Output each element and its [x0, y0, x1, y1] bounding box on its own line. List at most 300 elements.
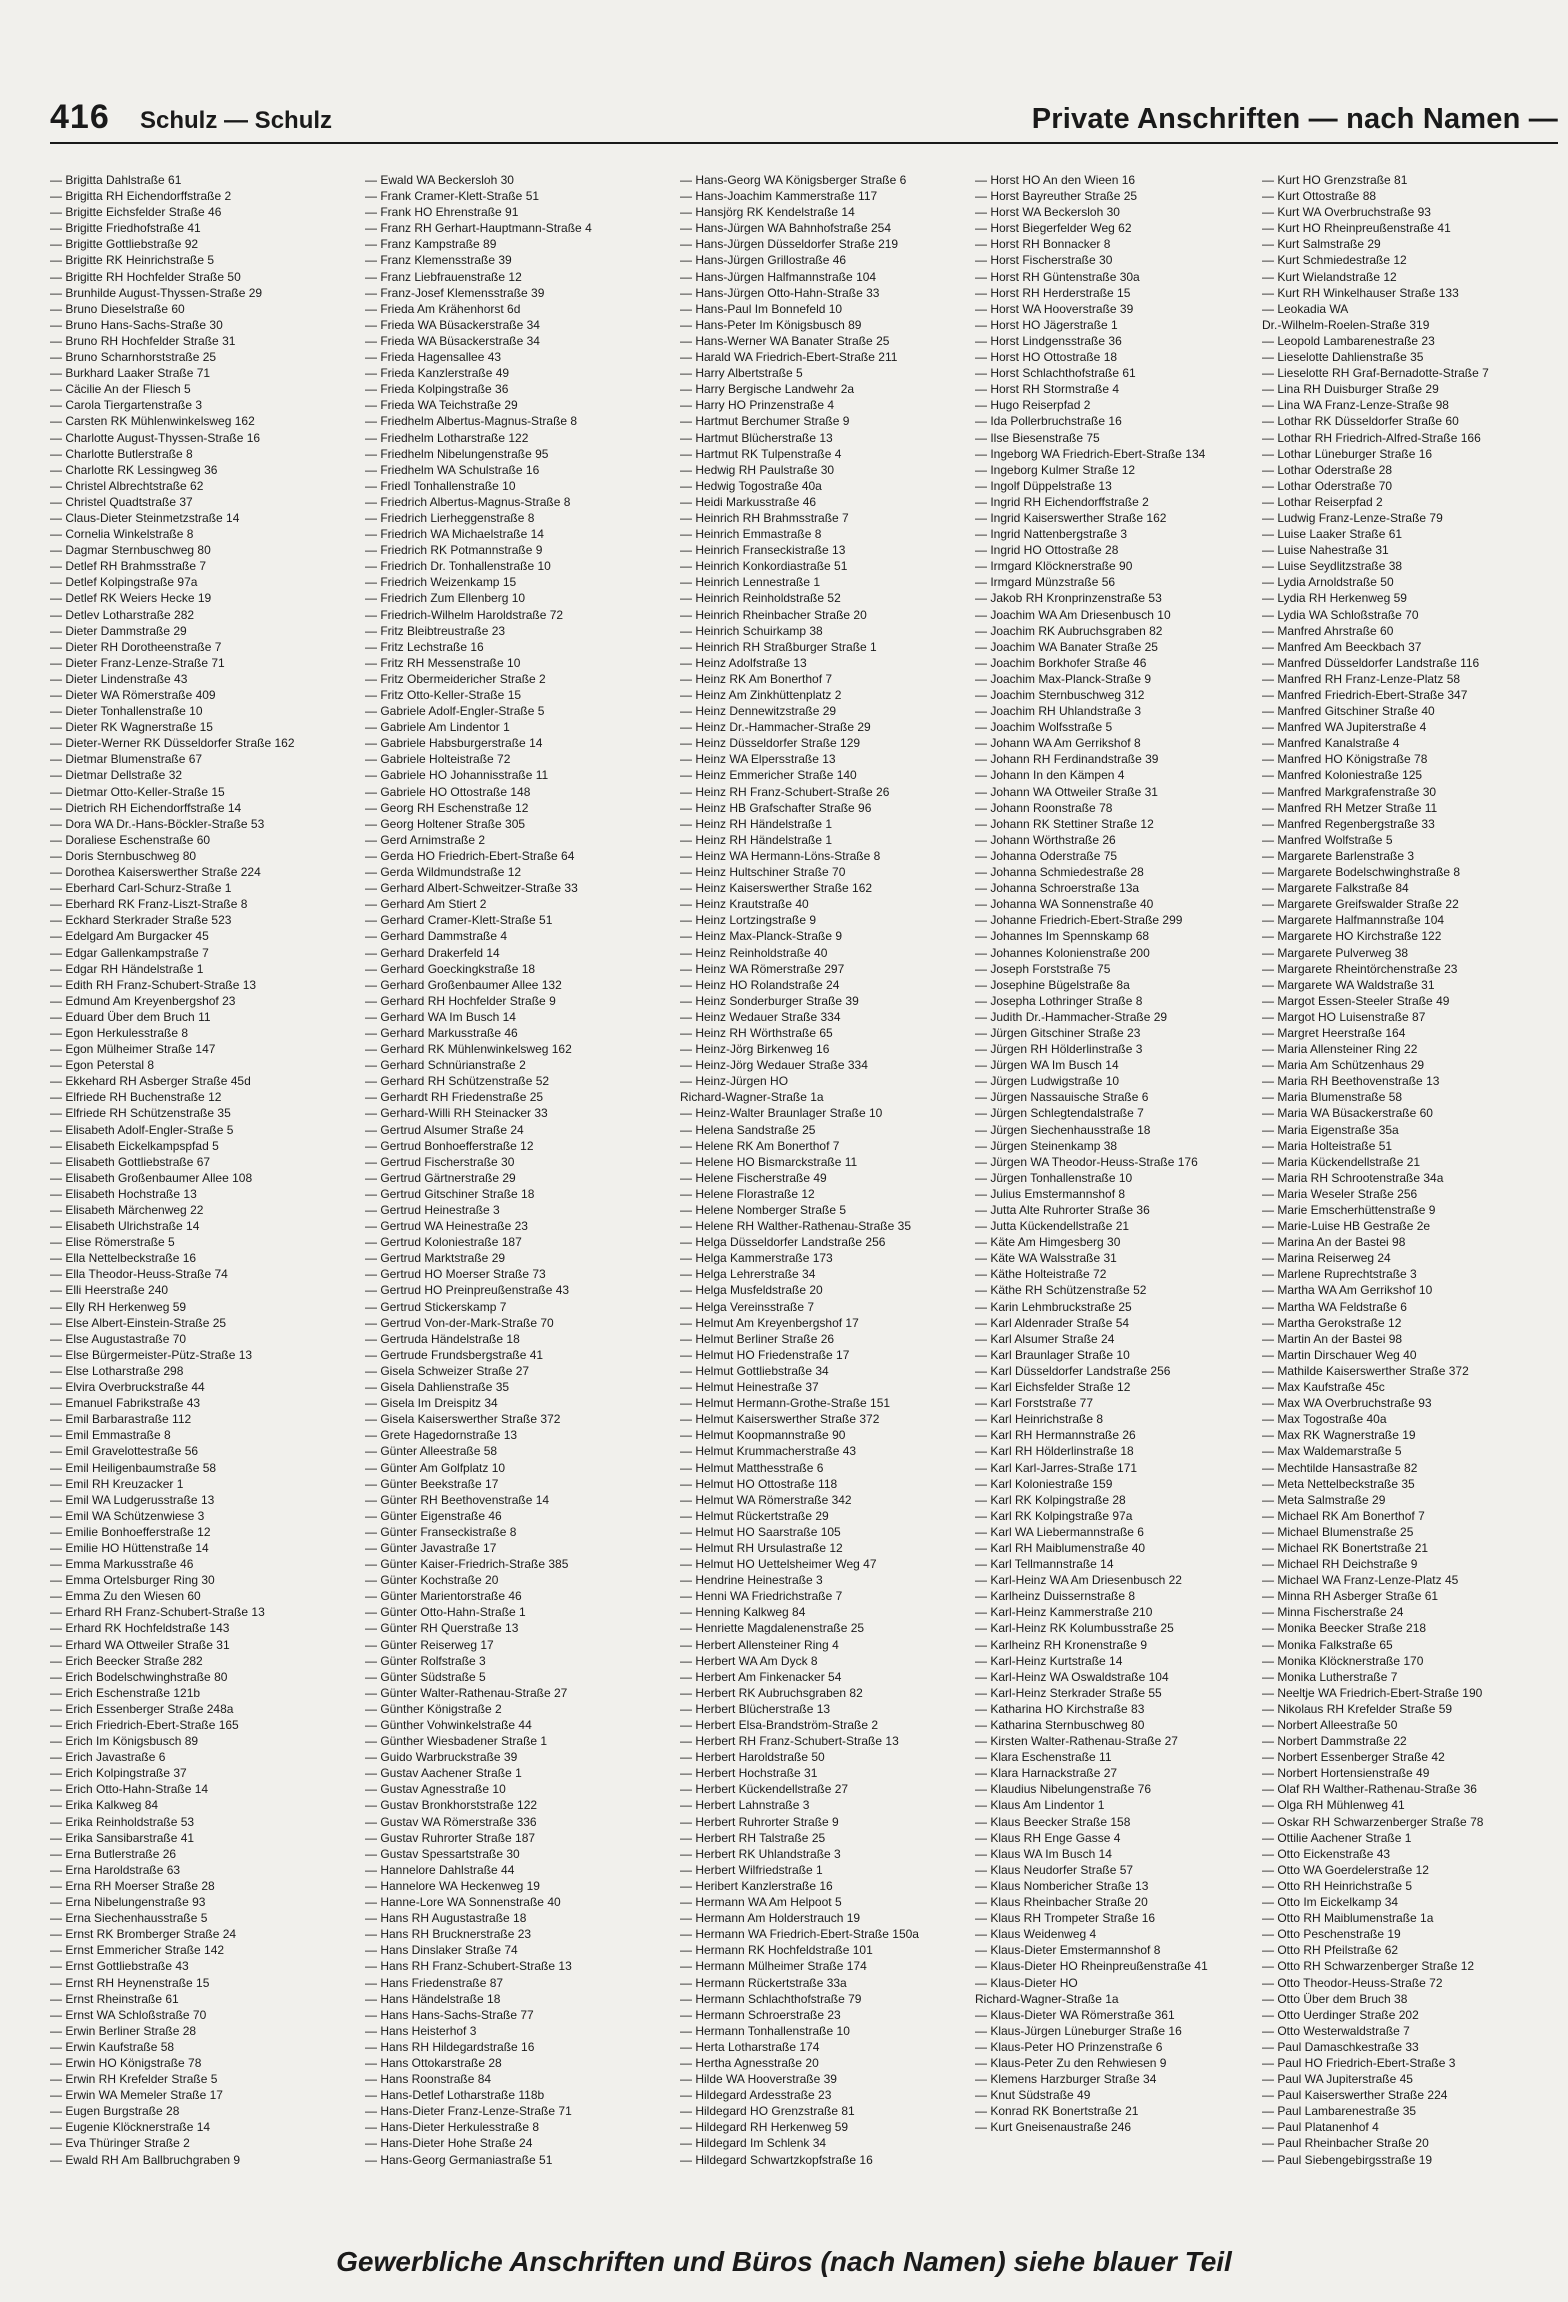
directory-entry: — Heinz Max-Planck-Straße 9	[680, 929, 843, 944]
directory-entry: — Otto Eickenstraße 43	[1262, 1846, 1391, 1861]
directory-entry: — Lothar Oderstraße 70	[1262, 478, 1393, 493]
directory-entry: — Lieselotte Dahlienstraße 35	[1262, 350, 1424, 365]
directory-entry: — Norbert Essenberger Straße 42	[1262, 1750, 1445, 1765]
directory-entry: — Heinrich RH Straßburger Straße 1	[680, 639, 877, 654]
directory-entry: — Eckhard Sterkrader Straße 523	[50, 913, 232, 928]
directory-entry: — Heinz RH Wörthstraße 65	[680, 1025, 833, 1040]
directory-entry: — Heinz Adolfstraße 13	[680, 655, 807, 670]
directory-entry: — Herbert RK Aubruchsgraben 82	[680, 1685, 863, 1700]
directory-entry: — Helene Florastraße 12	[680, 1186, 815, 1201]
directory-entry: — Günther Königstraße 2	[365, 1701, 502, 1716]
directory-entry: — Hermann WA Friedrich-Ebert-Straße 150a	[680, 1927, 919, 1942]
directory-entry: — Klaus Am Lindentor 1	[975, 1798, 1105, 1813]
directory-entry: — Karl RK Kolpingstraße 28	[975, 1492, 1126, 1507]
directory-entry: — Maria Eigenstraße 35a	[1262, 1122, 1399, 1137]
directory-entry: Richard-Wagner-Straße 1a	[975, 1991, 1119, 2006]
directory-entry: — Helmut Rückertstraße 29	[680, 1508, 829, 1523]
directory-entry: — Hermann Am Holderstrauch 19	[680, 1911, 861, 1926]
directory-entry: — Karl Tellmannstraße 14	[975, 1557, 1114, 1572]
directory-entry: — Herbert Lahnstraße 3	[680, 1798, 810, 1813]
directory-entry: — Klaus Rheinbacher Straße 20	[975, 1895, 1148, 1910]
directory-entry: — Erwin HO Königstraße 78	[50, 2055, 202, 2070]
directory-entry: — Gertrud Heinestraße 3	[365, 1203, 500, 1217]
directory-entry: — Paul Platanenhof 4	[1262, 2120, 1379, 2135]
directory-entry: — Erika Sansibarstraße 41	[50, 1830, 195, 1845]
directory-entry: — Herbert Blücherstraße 13	[680, 1701, 831, 1716]
directory-entry: — Bruno Scharnhorststraße 25	[50, 350, 217, 365]
directory-entry: — Paul Lambarenestraße 35	[1262, 2104, 1417, 2119]
directory-entry: — Else Bürgermeister-Pütz-Straße 13	[50, 1347, 253, 1362]
directory-entry: — Christel Quadtstraße 37	[50, 494, 193, 509]
directory-entry: — Hedwig Togostraße 40a	[680, 478, 822, 493]
directory-entry: — Heinz RH Händelstraße 1	[680, 816, 833, 831]
directory-entry: — Martin An der Bastei 98	[1262, 1331, 1403, 1346]
directory-entry: — Emilie Bonhoefferstraße 12	[50, 1524, 211, 1539]
directory-entry: — Manfred Markgrafenstraße 30	[1262, 784, 1437, 799]
directory-entry: — Erika Kalkweg 84	[50, 1798, 159, 1813]
directory-entry: — Karl-Heinz RK Kolumbusstraße 25	[975, 1621, 1174, 1636]
directory-entry: — Maria Allensteiner Ring 22	[1262, 1042, 1418, 1057]
directory-entry: — Helmut Krummacherstraße 43	[680, 1444, 857, 1459]
directory-entry: — Franz Liebfrauenstraße 12	[365, 269, 522, 284]
directory-entry: — Ingrid RH Eichendorffstraße 2	[975, 494, 1149, 509]
directory-entry: — Elisabeth Adolf-Engler-Straße 5	[50, 1122, 234, 1137]
directory-entry: — Josepha Lothringer Straße 8	[975, 993, 1143, 1008]
directory-entry: — Hans-Werner WA Banater Straße 25	[680, 333, 890, 348]
directory-entry: — Erich Otto-Hahn-Straße 14	[50, 1782, 209, 1797]
directory-entry: — Helmut Am Kreyenbergshof 17	[680, 1315, 859, 1330]
directory-entry: — Johann WA Ottweiler Straße 31	[975, 784, 1158, 799]
directory-entry: — Karl-Heinz WA Oswaldstraße 104	[975, 1669, 1169, 1684]
directory-entry: — Karl RH Hölderlinstraße 18	[975, 1444, 1134, 1459]
directory-entry: — Manfred Koloniestraße 125	[1262, 768, 1423, 783]
directory-entry: — Hermann Schroerstraße 23	[680, 2007, 841, 2022]
directory-entry: — Margot HO Luisenstraße 87	[1262, 1009, 1426, 1024]
directory-entry: — Cornelia Winkelstraße 8	[50, 527, 194, 542]
directory-entry: — Gerhard Dammstraße 4	[365, 929, 508, 944]
directory-entry: — Emanuel Fabrikstraße 43	[50, 1396, 201, 1411]
directory-entry: — Maria WA Büsackerstraße 60	[1262, 1106, 1433, 1121]
directory-entry: — Günter Eigenstraße 46	[365, 1508, 502, 1523]
directory-entry: — Franz Kampstraße 89	[365, 237, 497, 252]
directory-entry: — Martin Dirschauer Weg 40	[1262, 1347, 1417, 1362]
directory-entry: — Brunhilde August-Thyssen-Straße 29	[50, 285, 263, 300]
directory-entry: — Maria Blumenstraße 58	[1262, 1090, 1403, 1105]
directory-entry: — Günter Javastraße 17	[365, 1540, 497, 1555]
directory-entry: — Günter Kaiser-Friedrich-Straße 385	[365, 1557, 569, 1572]
directory-entry: — Ingrid Nattenbergstraße 3	[975, 527, 1128, 542]
directory-entry: — Claus-Dieter Steinmetzstraße 14	[50, 510, 240, 525]
directory-entry: — Heinrich Konkordiastraße 51	[680, 559, 848, 574]
directory-entry: — Dieter Franz-Lenze-Straße 71	[50, 655, 225, 670]
directory-entry: — Gabriele Am Lindentor 1	[365, 720, 510, 735]
directory-entry: — Michael RK Am Bonerthof 7	[1262, 1508, 1425, 1523]
directory-entry: — Bruno Hans-Sachs-Straße 30	[50, 317, 223, 332]
directory-entry: — Günter Am Golfplatz 10	[365, 1460, 506, 1475]
directory-entry: — Gertrud Marktstraße 29	[365, 1251, 506, 1266]
directory-entry: — Emil WA Schützenwiese 3	[50, 1508, 205, 1523]
directory-entry: — Kurt Schmiedestraße 12	[1262, 253, 1407, 268]
directory-entry: — Ernst RH Heynenstraße 15	[50, 1975, 210, 1990]
directory-entry: — Lothar RH Friedrich-Alfred-Straße 166	[1262, 430, 1481, 445]
directory-entry: — Hans Hans-Sachs-Straße 77	[365, 2007, 534, 2022]
directory-entry: — Oskar RH Schwarzenberger Straße 78	[1262, 1814, 1484, 1829]
directory-entry: — Luise Laaker Straße 61	[1262, 527, 1403, 542]
directory-entry: — Gerda Wildmundstraße 12	[365, 865, 522, 880]
directory-entry: — Helmut HO Friedenstraße 17	[680, 1347, 850, 1362]
directory-entry: — Friedrich Albertus-Magnus-Straße 8	[365, 494, 571, 509]
directory-entry: — Elly RH Herkenweg 59	[50, 1299, 187, 1314]
directory-entry: — Frank Cramer-Klett-Straße 51	[365, 189, 540, 204]
directory-entry: — Gertrud HO Preinpreußenstraße 43	[365, 1283, 570, 1298]
directory-entry: — Heinz Wedauer Straße 334	[680, 1009, 841, 1024]
directory-entry: — Kirsten Walter-Rathenau-Straße 27	[975, 1734, 1178, 1749]
directory-entry: — Bruno RH Hochfelder Straße 31	[50, 333, 236, 348]
directory-entry: — Mechtilde Hansastraße 82	[1262, 1460, 1418, 1475]
directory-entry: — Helena Sandstraße 25	[680, 1122, 816, 1137]
directory-entry: — Edelgard Am Burgacker 45	[50, 929, 209, 944]
directory-entry: — Hendrine Heinestraße 3	[680, 1573, 823, 1588]
directory-entry: — Hans Händelstraße 18	[365, 1991, 501, 2006]
directory-entry: — Heinz-Jörg Wedauer Straße 334	[680, 1058, 868, 1073]
directory-entry: — Erna Siechenhausstraße 5	[50, 1911, 208, 1926]
directory-entry: — Gertrud Stickerskamp 7	[365, 1299, 507, 1314]
directory-entry: — Emil Emmastraße 8	[50, 1428, 171, 1443]
directory-entry: — Jutta Kückendellstraße 21	[975, 1219, 1130, 1234]
directory-entry: — Manfred Kanalstraße 4	[1262, 736, 1400, 751]
directory-entry: — Otto RH Schwarzenberger Straße 12	[1262, 1959, 1475, 1974]
directory-entry: — Gertrud Koloniestraße 187	[365, 1235, 522, 1250]
page-number: 416	[50, 98, 110, 136]
directory-entry: — Helmut Berliner Straße 26	[680, 1331, 835, 1346]
directory-entry: — Luise Nahestraße 31	[1262, 543, 1389, 558]
directory-entry: — Friedrich Zum Ellenberg 10	[365, 591, 526, 606]
directory-entry: — Hugo Reiserpfad 2	[975, 398, 1091, 413]
directory-entry: — Eugen Burgstraße 28	[50, 2104, 180, 2119]
directory-entry: — Erna Nibelungenstraße 93	[50, 1895, 206, 1910]
directory-entry: — Hans-Jürgen Grillostraße 46	[680, 253, 847, 268]
directory-entry: — Gerd Arnimstraße 2	[365, 832, 486, 847]
directory-entry: — Horst HO Ottostraße 18	[975, 350, 1118, 365]
directory-entry: — Gerhard WA Im Busch 14	[365, 1009, 516, 1024]
directory-entry: — Eberhard Carl-Schurz-Straße 1	[50, 881, 232, 896]
directory-entry: — Helga Musfeldstraße 20	[680, 1283, 823, 1298]
directory-entry: — Emilie HO Hüttenstraße 14	[50, 1540, 209, 1555]
directory-entry: — Dieter-Werner RK Düsseldorfer Straße 162	[50, 736, 295, 751]
directory-entry: — Monika Klöcknerstraße 170	[1262, 1653, 1424, 1668]
directory-entry: — Herbert Allensteiner Ring 4	[680, 1637, 839, 1652]
directory-entry: — Hans-Dieter Franz-Lenze-Straße 71	[365, 2104, 572, 2119]
directory-entry: — Charlotte August-Thyssen-Straße 16	[50, 430, 261, 445]
directory-entry: — Henni WA Friedrichstraße 7	[680, 1589, 843, 1604]
directory-entry: — Margarete Pulverweg 38	[1262, 945, 1409, 960]
directory-entry: — Günter Franseckistraße 8	[365, 1524, 517, 1539]
directory-entry: — Ella Nettelbeckstraße 16	[50, 1251, 197, 1266]
directory-entry: — Dieter Lindenstraße 43	[50, 671, 188, 686]
directory-entry: — Heinz Lortzingstraße 9	[680, 913, 817, 928]
directory-entry: — Karlheinz RH Kronenstraße 9	[975, 1637, 1148, 1652]
directory-entry: — Gertrud Gärtnerstraße 29	[365, 1170, 516, 1185]
directory-entry: — Herbert Haroldstraße 50	[680, 1750, 825, 1765]
directory-entry: — Hans-Jürgen Düsseldorfer Straße 219	[680, 237, 899, 252]
directory-entry: — Margarete HO Kirchstraße 122	[1262, 929, 1442, 944]
directory-entry: — Michael Blumenstraße 25	[1262, 1524, 1414, 1539]
directory-entry: — Hertha Agnesstraße 20	[680, 2055, 819, 2070]
directory-entry: — Paul WA Jupiterstraße 45	[1262, 2072, 1413, 2087]
directory-entry: — Brigitte Friedhofstraße 41	[50, 221, 201, 236]
directory-entry: — Ewald WA Beckersloh 30	[365, 173, 514, 187]
directory-entry: — Johann Roonstraße 78	[975, 800, 1113, 815]
directory-entry: — Lina WA Franz-Lenze-Straße 98	[1262, 398, 1449, 413]
directory-entry: — Elfriede RH Schützenstraße 35	[50, 1106, 231, 1121]
directory-entry: — Hans Friedenstraße 87	[365, 1975, 504, 1990]
directory-entry: — Karl RH Hermannstraße 26	[975, 1428, 1136, 1443]
directory-entry: — Nikolaus RH Krefelder Straße 59	[1262, 1701, 1453, 1716]
directory-entry: — Konrad RK Bonertstraße 21	[975, 2104, 1139, 2119]
directory-entry: — Klaudius Nibelungenstraße 76	[975, 1782, 1152, 1797]
directory-entry: — Klaus-Peter HO Prinzenstraße 6	[975, 2039, 1163, 2054]
directory-entry: — Herbert Kückendellstraße 27	[680, 1782, 849, 1797]
directory-entry: — Helene RK Am Bonerthof 7	[680, 1138, 840, 1153]
directory-entry: — Heribert Kanzlerstraße 16	[680, 1878, 833, 1893]
directory-entry: — Joseph Forststraße 75	[975, 961, 1111, 976]
directory-entry: — Herbert Wilfriedstraße 1	[680, 1862, 823, 1877]
directory-entry: — Judith Dr.-Hammacher-Straße 29	[975, 1009, 1168, 1024]
directory-entry: — Günter Südstraße 5	[365, 1669, 486, 1684]
directory-entry: — Franz RH Gerhart-Hauptmann-Straße 4	[365, 221, 592, 236]
section-title: Private Anschriften — nach Namen —	[1031, 103, 1558, 135]
directory-entry: — Gertrud Gitschiner Straße 18	[365, 1186, 535, 1201]
directory-entry: — Maria RH Schrootenstraße 34a	[1262, 1170, 1444, 1185]
directory-entry: — Dagmar Sternbuschweg 80	[50, 543, 211, 558]
directory-entry: — Michael WA Franz-Lenze-Platz 45	[1262, 1573, 1459, 1588]
directory-entry: — Karl WA Liebermannstraße 6	[975, 1524, 1144, 1539]
directory-entry: — Christel Albrechtstraße 62	[50, 478, 204, 493]
directory-entry: — Else Augustastraße 70	[50, 1331, 187, 1346]
directory-entry: — Edgar RH Händelstraße 1	[50, 961, 204, 976]
directory-entry: — Klemens Harzburger Straße 34	[975, 2072, 1157, 2087]
directory-entry: — Johann Wörthstraße 26	[975, 832, 1116, 847]
directory-entry: — Fritz Obermeidericher Straße 2	[365, 671, 546, 686]
directory-entry: — Paul Rheinbacher Straße 20	[1262, 2136, 1429, 2151]
directory-entry: — Elise Römerstraße 5	[50, 1235, 175, 1250]
directory-entry: — Otto Im Eickelkamp 34	[1262, 1895, 1399, 1910]
directory-entry: — Heinrich Rheinbacher Straße 20	[680, 607, 867, 622]
directory-entry: — Kurt Salmstraße 29	[1262, 237, 1381, 252]
directory-entry: — Margarete Greifswalder Straße 22	[1262, 897, 1459, 912]
directory-entry: — Gustav Ruhrorter Straße 187	[365, 1830, 536, 1845]
directory-entry: — Marlene Ruprechtstraße 3	[1262, 1267, 1417, 1282]
directory-entry: — Eugenie Klöcknerstraße 14	[50, 2120, 211, 2135]
directory-entry: — Franz Klemensstraße 39	[365, 253, 512, 268]
directory-entry: — Edmund Am Kreyenbergshof 23	[50, 993, 236, 1008]
directory-entry: — Gabriele Habsburgerstraße 14	[365, 736, 543, 751]
directory-entry: — Hartmut Blücherstraße 13	[680, 430, 833, 445]
directory-entry: — Hans Dinslaker Straße 74	[365, 1943, 518, 1958]
directory-entry: — Karl-Heinz Kammerstraße 210	[975, 1605, 1153, 1620]
listing-column-4	[975, 172, 1275, 2222]
directory-entry: — Brigitte Gottliebstraße 92	[50, 237, 199, 252]
directory-entry: — Margarete Barlenstraße 3	[1262, 848, 1415, 863]
directory-entry: — Günter RH Beethovenstraße 14	[365, 1492, 550, 1507]
directory-entry: — Manfred RH Metzer Straße 11	[1262, 800, 1438, 815]
directory-entry: — Karl Eichsfelder Straße 12	[975, 1380, 1131, 1395]
directory-entry: — Friedrich Dr. Tonhallenstraße 10	[365, 559, 551, 574]
directory-entry: — Ingolf Düppelstraße 13	[975, 478, 1112, 493]
directory-entry: — Ottilie Aachener Straße 1	[1262, 1830, 1412, 1845]
directory-entry: — Michael RK Bonertstraße 21	[1262, 1540, 1429, 1555]
directory-entry: — Dorothea Kaiserswerther Straße 224	[50, 865, 261, 880]
directory-entry: — Kurt Ottostraße 88	[1262, 189, 1377, 204]
directory-entry: — Margarete Bodelschwinghstraße 8	[1262, 865, 1461, 880]
directory-entry: — Heinz HO Rolandstraße 24	[680, 977, 840, 992]
directory-entry: — Hermann RK Hochfeldstraße 101	[680, 1943, 873, 1958]
directory-entry: — Bruno Dieselstraße 60	[50, 301, 185, 316]
directory-entry: — Emil WA Ludgerusstraße 13	[50, 1492, 215, 1507]
directory-entry: — Johann In den Kämpen 4	[975, 768, 1125, 783]
directory-entry: — Doris Sternbuschweg 80	[50, 848, 197, 863]
directory-entry: — Gabriele Adolf-Engler-Straße 5	[365, 704, 545, 719]
directory-entry: — Erhard RH Franz-Schubert-Straße 13	[50, 1605, 265, 1620]
directory-entry: — Karl RK Kolpingstraße 97a	[975, 1508, 1133, 1523]
directory-entry: — Ernst WA Schloßstraße 70	[50, 2007, 207, 2022]
directory-entry: — Margret Heerstraße 164	[1262, 1025, 1406, 1040]
directory-entry: — Monika Beecker Straße 218	[1262, 1621, 1427, 1636]
directory-entry: — Otto Über dem Bruch 38	[1262, 1991, 1408, 2006]
directory-entry: — Egon Peterstal 8	[50, 1058, 155, 1073]
directory-entry: — Gertrude Frundsbergstraße 41	[365, 1347, 544, 1362]
directory-entry: — Fritz Bleibtreustraße 23	[365, 623, 506, 638]
directory-entry: — Günter RH Querstraße 13	[365, 1621, 519, 1636]
directory-entry: — Friedhelm Albertus-Magnus-Straße 8	[365, 414, 578, 429]
directory-entry: — Jürgen Schlegtendalstraße 7	[975, 1106, 1144, 1121]
directory-entry: — Minna Fischerstraße 24	[1262, 1605, 1404, 1620]
directory-entry: — Helmut Hermann-Grothe-Straße 151	[680, 1396, 891, 1411]
directory-entry: — Lothar Reiserpfad 2	[1262, 494, 1383, 509]
directory-entry: — Horst Fischerstraße 30	[975, 253, 1113, 268]
directory-entry: — Detlef RK Weiers Hecke 19	[50, 591, 212, 606]
directory-entry: — Karl Alsumer Straße 24	[975, 1331, 1115, 1346]
directory-entry: — Klaus-Jürgen Lüneburger Straße 16	[975, 2023, 1182, 2038]
directory-entry: — Horst WA Beckersloh 30	[975, 205, 1120, 220]
directory-entry: — Kurt WA Overbruchstraße 93	[1262, 205, 1431, 220]
directory-entry: — Emil Gravelottestraße 56	[50, 1444, 199, 1459]
directory-entry: — Johannes Im Spennskamp 68	[975, 929, 1150, 944]
directory-entry: — Erich Eschenstraße 121b	[50, 1685, 201, 1700]
directory-entry: — Georg RH Eschenstraße 12	[365, 800, 529, 815]
directory-entry: — Harry Albertstraße 5	[680, 366, 803, 381]
directory-entry: — Günter Beekstraße 17	[365, 1476, 499, 1491]
directory-entry: — Heinz RK Am Bonerthof 7	[680, 671, 833, 686]
directory-entry: — Friedrich Lierheggenstraße 8	[365, 510, 535, 525]
directory-entry: — Helga Düsseldorfer Landstraße 256	[680, 1235, 886, 1250]
directory-entry: — Hans Ottokarstraße 28	[365, 2055, 502, 2070]
directory-entry: — Else Lotharstraße 298	[50, 1363, 184, 1378]
directory-entry: — Ingeborg Kulmer Straße 12	[975, 462, 1136, 477]
directory-entry: — Günter Alleestraße 58	[365, 1444, 498, 1459]
directory-entry: — Gerhard Großenbaumer Allee 132	[365, 977, 562, 992]
directory-entry: — Johanne Friedrich-Ebert-Straße 299	[975, 913, 1183, 928]
directory-entry: — Heinrich RH Brahmsstraße 7	[680, 510, 849, 525]
directory-entry: — Helmut Heinestraße 37	[680, 1380, 819, 1395]
directory-entry: — Hildegard Schwartzkopfstraße 16	[680, 2152, 873, 2167]
directory-entry: — Maria Am Schützenhaus 29	[1262, 1058, 1425, 1073]
directory-entry: — Gerhard-Willi RH Steinacker 33	[365, 1106, 548, 1121]
directory-entry: — Helmut Gottliebstraße 34	[680, 1363, 829, 1378]
directory-entry: — Manfred Am Beeckbach 37	[1262, 639, 1422, 654]
directory-entry: — Johann WA Am Gerrikshof 8	[975, 736, 1141, 751]
directory-entry: — Klaus Neudorfer Straße 57	[975, 1862, 1134, 1877]
directory-entry: — Hans-Georg Germaniastraße 51	[365, 2152, 553, 2167]
directory-entry: — Kurt HO Rheinpreußenstraße 41	[1262, 221, 1451, 236]
directory-entry: — Elisabeth Hochstraße 13	[50, 1186, 197, 1201]
directory-entry: — Günter Reiserweg 17	[365, 1637, 494, 1652]
directory-entry: — Dieter RH Dorotheenstraße 7	[50, 639, 222, 654]
directory-entry: — Olga RH Mühlenweg 41	[1262, 1798, 1405, 1813]
directory-entry: — Paul HO Friedrich-Ebert-Straße 3	[1262, 2055, 1456, 2070]
directory-entry: — Käte Am Himgesberg 30	[975, 1235, 1121, 1250]
directory-entry: — Ingrid Kaiserswerther Straße 162	[975, 510, 1167, 525]
directory-entry: — Erwin WA Memeler Straße 17	[50, 2088, 223, 2103]
directory-entry: — Ernst Rheinstraße 61	[50, 1991, 179, 2006]
directory-entry: — Heinz Emmericher Straße 140	[680, 768, 857, 783]
directory-entry: — Guido Warbruckstraße 39	[365, 1750, 518, 1765]
directory-entry: — Erwin RH Krefelder Straße 5	[50, 2072, 218, 2087]
directory-entry: — Manfred Gitschiner Straße 40	[1262, 704, 1435, 719]
directory-entry: — Dietrich RH Eichendorffstraße 14	[50, 800, 242, 815]
directory-entry: — Friedrich RK Potmannstraße 9	[365, 543, 543, 558]
directory-entry: — Käthe RH Schützenstraße 52	[975, 1283, 1147, 1298]
directory-entry: — Jürgen Ludwigstraße 10	[975, 1074, 1120, 1089]
directory-entry: — Erika Reinholdstraße 53	[50, 1814, 195, 1829]
directory-entry: — Günther Wiesbadener Straße 1	[365, 1734, 548, 1749]
directory-entry: — Erhard RK Hochfeldstraße 143	[50, 1621, 230, 1636]
directory-entry: — Gertrud HO Moerser Straße 73	[365, 1267, 546, 1282]
directory-entry: — Hans-Jürgen Halfmannstraße 104	[680, 269, 877, 284]
directory-entry: — Frieda Kanzlerstraße 49	[365, 366, 510, 381]
directory-entry: — Karl Heinrichstraße 8	[975, 1412, 1104, 1427]
directory-entry: — Carola Tiergartenstraße 3	[50, 398, 203, 413]
directory-entry: — Elisabeth Großenbaumer Allee 108	[50, 1170, 253, 1185]
directory-entry: — Kurt HO Grenzstraße 81	[1262, 173, 1408, 187]
directory-entry: — Heinz-Walter Braunlager Straße 10	[680, 1106, 883, 1121]
directory-entry: — Johanna WA Sonnenstraße 40	[975, 897, 1154, 912]
directory-entry: — Knut Südstraße 49	[975, 2088, 1091, 2103]
directory-entry: — Hildegard Ardesstraße 23	[680, 2088, 832, 2103]
directory-entry: — Erwin Kaufstraße 58	[50, 2039, 175, 2054]
directory-entry: — Karl Koloniestraße 159	[975, 1476, 1113, 1491]
directory-entry: — Jürgen WA Theodor-Heuss-Straße 176	[975, 1154, 1198, 1169]
directory-entry: — Harald WA Friedrich-Ebert-Straße 211	[680, 350, 898, 365]
directory-entry: — Manfred Friedrich-Ebert-Straße 347	[1262, 688, 1468, 702]
directory-entry: — Marie Emscherhüttenstraße 9	[1262, 1203, 1436, 1217]
directory-entry: — Norbert Alleestraße 50	[1262, 1718, 1398, 1732]
directory-entry: — Hans-Dieter Herkulesstraße 8	[365, 2120, 540, 2135]
directory-entry: — Hansjörg RK Kendelstraße 14	[680, 205, 855, 220]
directory-entry: — Horst Biegerfelder Weg 62	[975, 221, 1132, 236]
directory-entry: — Heinz Krautstraße 40	[680, 897, 809, 912]
directory-entry: — Karl Aldenrader Straße 54	[975, 1315, 1130, 1330]
directory-entry: — Gerhard RK Mühlenwinkelsweg 162	[365, 1042, 572, 1057]
directory-entry: — Heinrich Franseckistraße 13	[680, 543, 846, 558]
directory-entry: — Margot Essen-Steeler Straße 49	[1262, 993, 1450, 1008]
directory-entry: — Hans Heisterhof 3	[365, 2023, 477, 2038]
directory-entry: — Gertrud WA Heinestraße 23	[365, 1219, 528, 1234]
directory-entry: — Erich Beecker Straße 282	[50, 1653, 203, 1668]
directory-entry: — Hildegard HO Grenzstraße 81	[680, 2104, 855, 2119]
directory-entry: — Jürgen Gitschiner Straße 23	[975, 1025, 1141, 1040]
directory-entry: — Frieda WA Teichstraße 29	[365, 398, 518, 413]
